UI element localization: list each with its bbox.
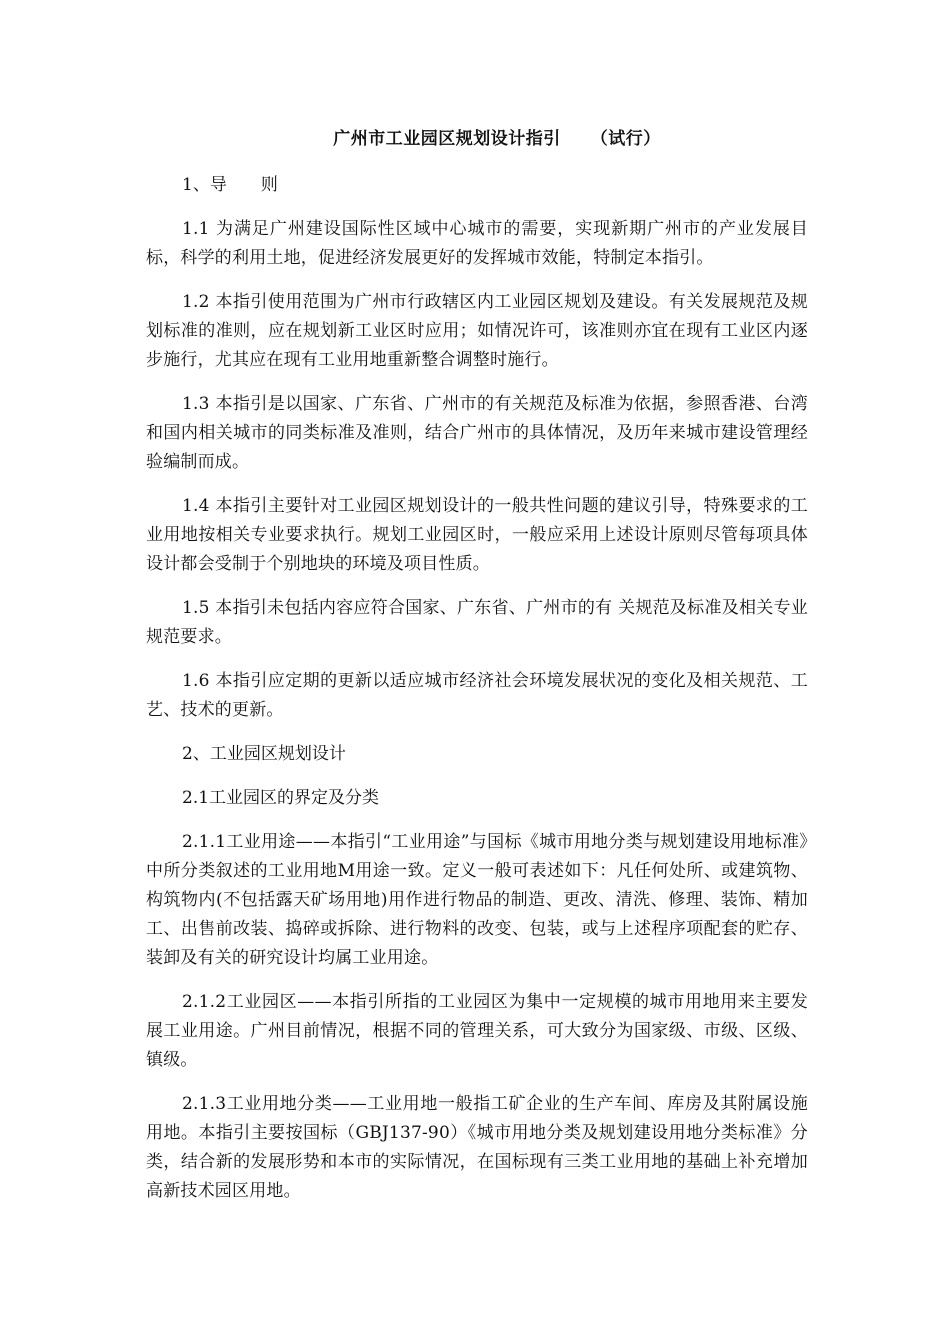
- document-title: [186, 124, 808, 149]
- document-page: [146, 118, 808, 1221]
- paragraph-1-2: 1.2 本指引使用范围为广州市行政辖区内工业园区规划及建设。有关发展规范及规划标准的准则，应在规划新工业区时应用；如情况许可，该准则亦宜在现有工业区内逐步施行，尤其应在现有工业用地重新整合调整时施行。: [146, 292, 808, 370]
- paragraph-1-4: 1.4 本指引主要针对工业园区规划设计的一般共性问题的建议引导，特殊要求的工业用地按相关专业要求执行。规划工业园区时，一般应采用上述设计原则尽管每项具体设计都会受制于个别地块的环境及项目性质。: [146, 496, 808, 574]
- paragraph-1-3: 1.3 本指引是以国家、广东省、广州市的有关规范及标准为依据，参照香港、台湾和国内相关城市的同类标准及准则，结合广州市的具体情况，及历年来城市建设管理经验编制而成。: [146, 394, 808, 472]
- section-2-1-heading: 2.1工业园区的界定及分类: [182, 788, 380, 808]
- paragraph-2-1-1: 2.1.1工业用途——本指引“工业用途”与国标《城市用地分类与规划建设用地标准》中所分类叙述的工业用地M用途一致。定义一般可表述如下：凡任何处所、或建筑物、构筑物内(不包括露天矿场用地)用作进行物品的制造、更改、清洗、修理、装饰、精加工、出售前改装、捣碎或拆除、进行物料的改变、包装，或与上述程序项配套的贮存、装卸及有关的研究设计均属工业用途。: [146, 832, 808, 968]
- paragraph-1-5: 1.5 本指引未包括内容应符合国家、广东省、广州市的有 关规范及标准及相关专业规范要求。: [146, 598, 808, 647]
- paragraph-2-1-3: 2.1.3工业用地分类——工业用地一般指工矿企业的生产车间、库房及其附属设施用地。本指引主要按国标（GBJ137-90）《城市用地分类及规划建设用地分类标准》分类，结合新的发展形势和本市的实际情况，在国标现有三类工业用地的基础上补充增加高新技术园区用地。: [146, 1094, 808, 1201]
- paragraph-2-1-2: 2.1.2工业园区——本指引所指的工业园区为集中一定规模的城市用地用来主要发展工业用途。广州目前情况，根据不同的管理关系，可大致分为国家级、市级、区级、镇级。: [146, 992, 808, 1070]
- paragraph-1-6: 1.6 本指引应定期的更新以适应城市经济社会环境发展状况的变化及相关规范、工艺、技术的更新。: [146, 671, 808, 720]
- paragraph-1-1: 1.1 为满足广州建设国际性区域中心城市的需要，实现新期广州市的产业发展目标，科学的利用土地，促进经济发展更好的发挥城市效能，特制定本指引。: [146, 219, 808, 268]
- section-1-heading: 1、导 则: [182, 175, 278, 195]
- section-2-heading: 2、工业园区规划设计: [182, 744, 346, 764]
- title-suffix: （试行）: [590, 129, 661, 149]
- title-main: 广州市工业园区规划设计指引: [333, 129, 561, 149]
